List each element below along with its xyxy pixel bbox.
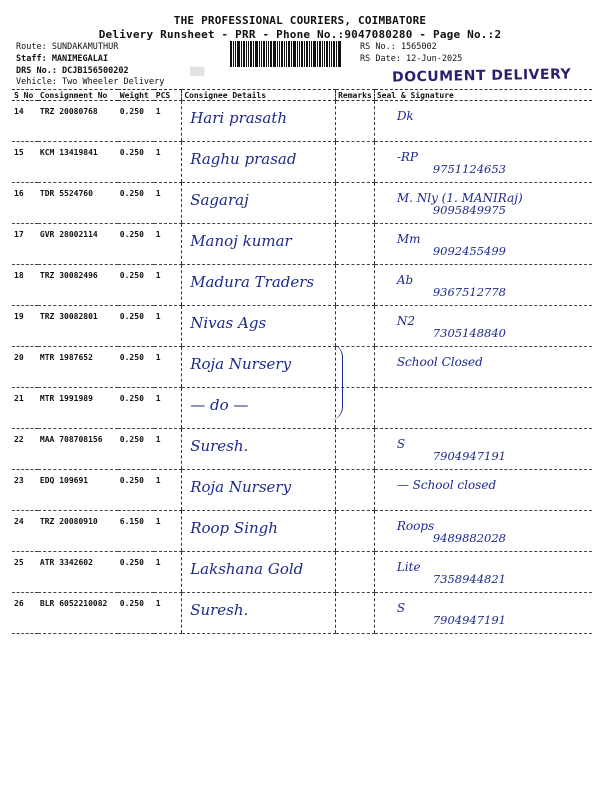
table-row (12, 224, 592, 265)
signature-handwriting (397, 437, 590, 463)
row-remarks (336, 511, 375, 552)
row-consignee (182, 552, 336, 593)
row-signature (374, 429, 592, 470)
signature-handwriting (397, 191, 590, 217)
row-consignee (182, 593, 336, 634)
row-consignee (182, 142, 336, 183)
table-row (12, 347, 592, 388)
row-weight: 0.250 (118, 101, 154, 142)
receiver-phone: 9095849975 (432, 203, 506, 217)
row-consignment-no: TDR 5524760 (38, 183, 118, 224)
row-consignee (182, 306, 336, 347)
row-sno: 19 (12, 306, 38, 347)
row-remarks (336, 552, 375, 593)
signature-mark: S (396, 601, 406, 615)
table-row (12, 142, 592, 183)
row-consignment-no: MAA 708708156 (38, 429, 118, 470)
row-pcs: 1 (154, 429, 182, 470)
row-consignment-no: TRZ 30082496 (38, 265, 118, 306)
signature-mark: — School closed (396, 478, 497, 492)
row-sno: 26 (12, 593, 38, 634)
row-consignment-no: GVR 28002114 (38, 224, 118, 265)
signature-handwriting (397, 109, 590, 123)
row-weight: 0.250 (118, 388, 154, 429)
row-remarks (336, 306, 375, 347)
row-remarks (336, 470, 375, 511)
signature-mark: N2 (396, 314, 415, 328)
consignee-handwriting: Suresh. (190, 437, 249, 455)
col-header-pcs: PCS (154, 90, 182, 101)
table-row (12, 429, 592, 470)
col-header-weight: Weight (118, 90, 154, 101)
consignee-handwriting: — do — (190, 396, 249, 414)
signature-handwriting (397, 314, 590, 340)
signature-mark: Ab (396, 273, 414, 287)
row-signature (374, 593, 592, 634)
signature-handwriting (397, 273, 590, 299)
vehicle-label: Vehicle: Two Wheeler Delivery (16, 77, 165, 87)
row-consignment-no: MTR 1991989 (38, 388, 118, 429)
row-consignee (182, 224, 336, 265)
row-weight: 0.250 (118, 429, 154, 470)
signature-mark: Lite (396, 560, 421, 574)
row-pcs: 1 (154, 593, 182, 634)
row-signature (374, 183, 592, 224)
signature-handwriting (397, 150, 590, 176)
row-weight: 0.250 (118, 470, 154, 511)
row-consignee (182, 511, 336, 552)
receiver-phone: 7904947191 (432, 613, 506, 627)
consignee-handwriting: Roja Nursery (190, 478, 292, 496)
row-pcs: 1 (154, 183, 182, 224)
row-pcs: 1 (154, 265, 182, 306)
barcode (230, 41, 352, 67)
signature-handwriting (397, 232, 590, 258)
signature-mark: Dk (396, 109, 414, 123)
signature-mark: School Closed (396, 355, 483, 369)
row-consignee (182, 429, 336, 470)
row-consignee (182, 388, 336, 429)
signature-handwriting (397, 560, 590, 586)
col-header-sno: S No (12, 90, 38, 101)
row-consignment-no: TRZ 20080910 (38, 511, 118, 552)
signature-handwriting (397, 478, 590, 492)
receiver-phone: 7904947191 (432, 449, 506, 463)
consignee-handwriting: Madura Traders (190, 273, 315, 291)
row-remarks (336, 265, 375, 306)
row-signature (374, 388, 592, 429)
signature-mark: -RP (396, 150, 418, 164)
route-label: Route: SUNDAKAMUTHUR (16, 42, 119, 52)
row-sno: 20 (12, 347, 38, 388)
table-row (12, 306, 592, 347)
row-sno: 22 (12, 429, 38, 470)
row-sno: 15 (12, 142, 38, 183)
row-weight: 0.250 (118, 347, 154, 388)
row-consignee (182, 101, 336, 142)
col-header-signature: Seal & Signature (374, 90, 592, 101)
signature-handwriting (397, 355, 590, 369)
row-signature (374, 306, 592, 347)
table-row (12, 593, 592, 634)
row-sno: 21 (12, 388, 38, 429)
row-remarks (336, 224, 375, 265)
consignee-handwriting: Manoj kumar (190, 232, 292, 250)
row-weight: 0.250 (118, 306, 154, 347)
table-header-row (12, 90, 592, 101)
runsheet-table (12, 89, 592, 634)
row-pcs: 1 (154, 347, 182, 388)
signature-handwriting (397, 519, 590, 545)
row-signature (374, 265, 592, 306)
row-signature (374, 552, 592, 593)
table-row (12, 183, 592, 224)
rs-number: RS No.: 1565002 (360, 42, 437, 52)
signature-mark: Mm (396, 232, 421, 246)
table-row (12, 470, 592, 511)
rs-date: RS Date: 12-Jun-2025 (360, 54, 463, 64)
row-sno: 14 (12, 101, 38, 142)
row-consignment-no: TRZ 30082801 (38, 306, 118, 347)
row-consignment-no: EDQ 109691 (38, 470, 118, 511)
drs-number: DRS No.: DCJB156500202 (16, 66, 129, 76)
consignee-handwriting: Raghu prasad (190, 150, 297, 168)
signature-mark: M. Nly (1. MANIRaj) (396, 191, 523, 205)
row-consignment-no: BLR 6052210082 (38, 593, 118, 634)
document-delivery-stamp: DOCUMENT DELIVERY (391, 66, 572, 86)
row-signature (374, 470, 592, 511)
row-pcs: 1 (154, 142, 182, 183)
row-consignee (182, 183, 336, 224)
row-signature (374, 142, 592, 183)
col-header-consignment: Consignment No (38, 90, 118, 101)
row-sno: 16 (12, 183, 38, 224)
row-remarks (336, 593, 375, 634)
signature-handwriting (397, 601, 590, 627)
row-consignment-no: ATR 3342602 (38, 552, 118, 593)
row-weight: 6.150 (118, 511, 154, 552)
row-signature (374, 101, 592, 142)
row-pcs: 1 (154, 306, 182, 347)
col-header-consignee: Consignee Details (182, 90, 336, 101)
handwritten-brace (330, 344, 343, 420)
row-weight: 0.250 (118, 552, 154, 593)
consignee-handwriting: Hari prasath (190, 109, 288, 127)
consignee-handwriting: Roja Nursery (190, 355, 292, 373)
ink-smudge: ▒▒▒ (190, 67, 205, 76)
runsheet-subtitle: Delivery Runsheet - PRR - Phone No.:9047080280 - Page No.:2 (98, 28, 502, 41)
row-signature (374, 511, 592, 552)
row-remarks (336, 142, 375, 183)
signature-mark: S (396, 437, 406, 451)
col-header-remarks: Remarks (336, 90, 375, 101)
consignee-handwriting: Suresh. (190, 601, 249, 619)
consignee-handwriting: Nivas Ags (190, 314, 267, 332)
row-sno: 18 (12, 265, 38, 306)
row-consignee (182, 470, 336, 511)
row-pcs: 1 (154, 470, 182, 511)
row-weight: 0.250 (118, 183, 154, 224)
row-consignee (182, 265, 336, 306)
table-row (12, 552, 592, 593)
row-pcs: 1 (154, 224, 182, 265)
signature-mark: Roops (396, 519, 435, 533)
table-row (12, 388, 592, 429)
receiver-phone: 9367512778 (432, 285, 506, 299)
row-consignment-no: TRZ 20080768 (38, 101, 118, 142)
row-consignment-no: MTR 1987652 (38, 347, 118, 388)
consignee-handwriting: Roop Singh (190, 519, 278, 537)
receiver-phone: 9751124653 (432, 162, 506, 176)
receiver-phone: 7358944821 (432, 572, 506, 586)
staff-label: Staff: MANIMEGALAI (16, 54, 109, 64)
row-remarks (336, 183, 375, 224)
row-consignee (182, 347, 336, 388)
receiver-phone: 9489882028 (432, 531, 506, 545)
row-consignment-no: KCM 13419841 (38, 142, 118, 183)
row-remarks (336, 101, 375, 142)
receiver-phone: 9092455499 (432, 244, 506, 258)
company-title: THE PROFESSIONAL COURIERS, COIMBATORE (173, 14, 427, 27)
row-weight: 0.250 (118, 142, 154, 183)
row-sno: 24 (12, 511, 38, 552)
consignee-handwriting: Sagaraj (190, 191, 249, 209)
row-weight: 0.250 (118, 224, 154, 265)
row-pcs: 1 (154, 511, 182, 552)
row-signature (374, 347, 592, 388)
table-row (12, 511, 592, 552)
row-weight: 0.250 (118, 265, 154, 306)
table-row (12, 265, 592, 306)
row-remarks (336, 429, 375, 470)
row-sno: 25 (12, 552, 38, 593)
row-signature (374, 224, 592, 265)
receiver-phone: 7305148840 (432, 326, 506, 340)
row-pcs: 1 (154, 388, 182, 429)
row-pcs: 1 (154, 552, 182, 593)
table-row (12, 101, 592, 142)
row-sno: 17 (12, 224, 38, 265)
row-pcs: 1 (154, 101, 182, 142)
row-weight: 0.250 (118, 593, 154, 634)
consignee-handwriting: Lakshana Gold (190, 560, 304, 578)
row-sno: 23 (12, 470, 38, 511)
